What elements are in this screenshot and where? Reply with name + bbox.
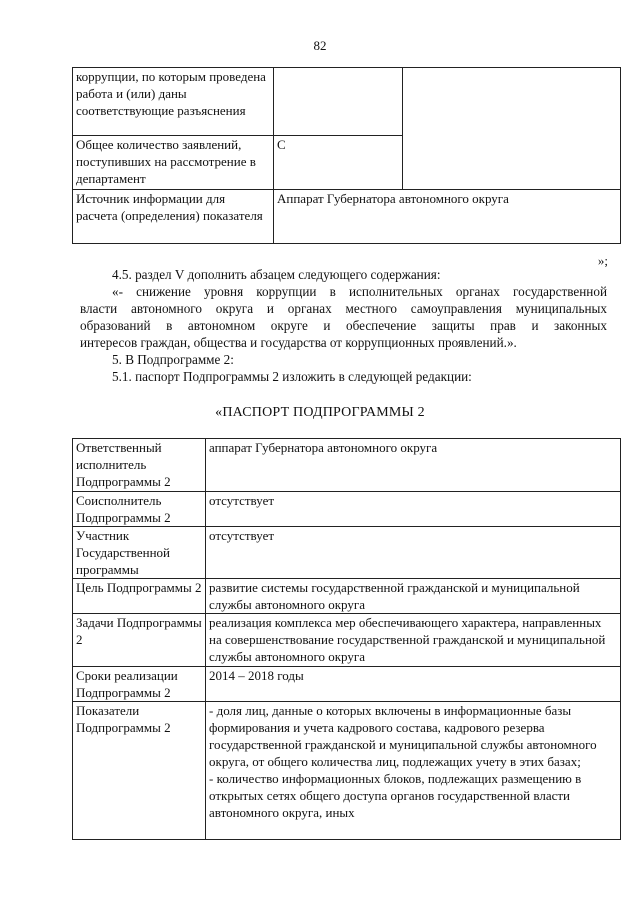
table-cell-label: Цель Подпрограммы 2 — [73, 579, 206, 614]
table-cell-value: отсутствует — [206, 492, 621, 527]
paragraph-5: 5. В Подпрограмме 2: — [112, 352, 234, 367]
table-row — [73, 68, 621, 136]
table-cell-value: реализация комплекса мер обеспечивающего характера, направленных на совершенствование государственной гражданской и муниципальной службы автономного округа — [206, 614, 621, 667]
table-row — [73, 439, 621, 492]
table-row — [73, 667, 621, 702]
table-row — [73, 190, 621, 244]
table-cell-label: Соисполнитель Подпрограммы 2 — [73, 492, 206, 527]
paragraph-quote-line-2: власти автономного округа и органах местного самоуправления муниципальных — [80, 301, 607, 316]
paragraph-quote-line-3: образований в автономном округе и обеспечение защиты прав и законных — [80, 318, 607, 333]
paragraph-quote-line-1: «- снижение уровня коррупции в исполнительных органах государственной — [112, 284, 607, 299]
table-cell-label: Ответственный исполнитель Подпрограммы 2 — [73, 439, 206, 492]
table-row — [73, 702, 621, 840]
table-row — [73, 614, 621, 667]
table-cell-value: аппарат Губернатора автономного округа — [206, 439, 621, 492]
paragraph-5-1: 5.1. паспорт Подпрограммы 2 изложить в следующей редакции: — [112, 369, 472, 384]
page-number: 82 — [313, 38, 327, 53]
passport-table — [72, 438, 621, 840]
table-cell-value: отсутствует — [206, 527, 621, 579]
table-row — [73, 527, 621, 579]
table-cell-value: Аппарат Губернатора автономного округа — [274, 190, 621, 244]
table-cell-label: Участник Государственной программы — [73, 527, 206, 579]
table-row — [73, 579, 621, 614]
table-cell-value: - доля лиц, данные о которых включены в информационные базы формирования и учета кадрового состава, кадрового резерва государственной гражданской и муниципальной службы автономного округа, от общего количества лиц, подлежащих учету в этих базах; - количество информационных блоков, подлежащих размещению в открытых сетях общего доступа органов государственной власти автономного округа, иных — [206, 702, 621, 840]
table-cell-label: коррупции, по которым проведена работа и (или) даны соответствующие разъяснения — [73, 68, 274, 136]
closing-mark: »; — [597, 253, 608, 268]
paragraph-quote-line-4: интересов граждан, общества и государства от коррупционных проявлений.». — [80, 335, 517, 350]
table-cell-extra — [403, 68, 621, 190]
table-row — [73, 492, 621, 527]
table-cell-value: развитие системы государственной гражданской и муниципальной службы автономного округа — [206, 579, 621, 614]
table-cell-label: Задачи Подпрограммы 2 — [73, 614, 206, 667]
table-cell-value: С — [274, 136, 403, 190]
table-cell-value: 2014 – 2018 годы — [206, 667, 621, 702]
passport-title: «ПАСПОРТ ПОДПРОГРАММЫ 2 — [215, 405, 425, 420]
table-cell-label: Сроки реализации Подпрограммы 2 — [73, 667, 206, 702]
table-cell-value — [274, 68, 403, 136]
indicator-table — [72, 67, 621, 244]
table-cell-label: Показатели Подпрограммы 2 — [73, 702, 206, 840]
table-cell-label: Источник информации для расчета (определения) показателя — [73, 190, 274, 244]
table-cell-label: Общее количество заявлений, поступивших на рассмотрение в департамент — [73, 136, 274, 190]
paragraph-4-5: 4.5. раздел V дополнить абзацем следующего содержания: — [112, 267, 441, 282]
